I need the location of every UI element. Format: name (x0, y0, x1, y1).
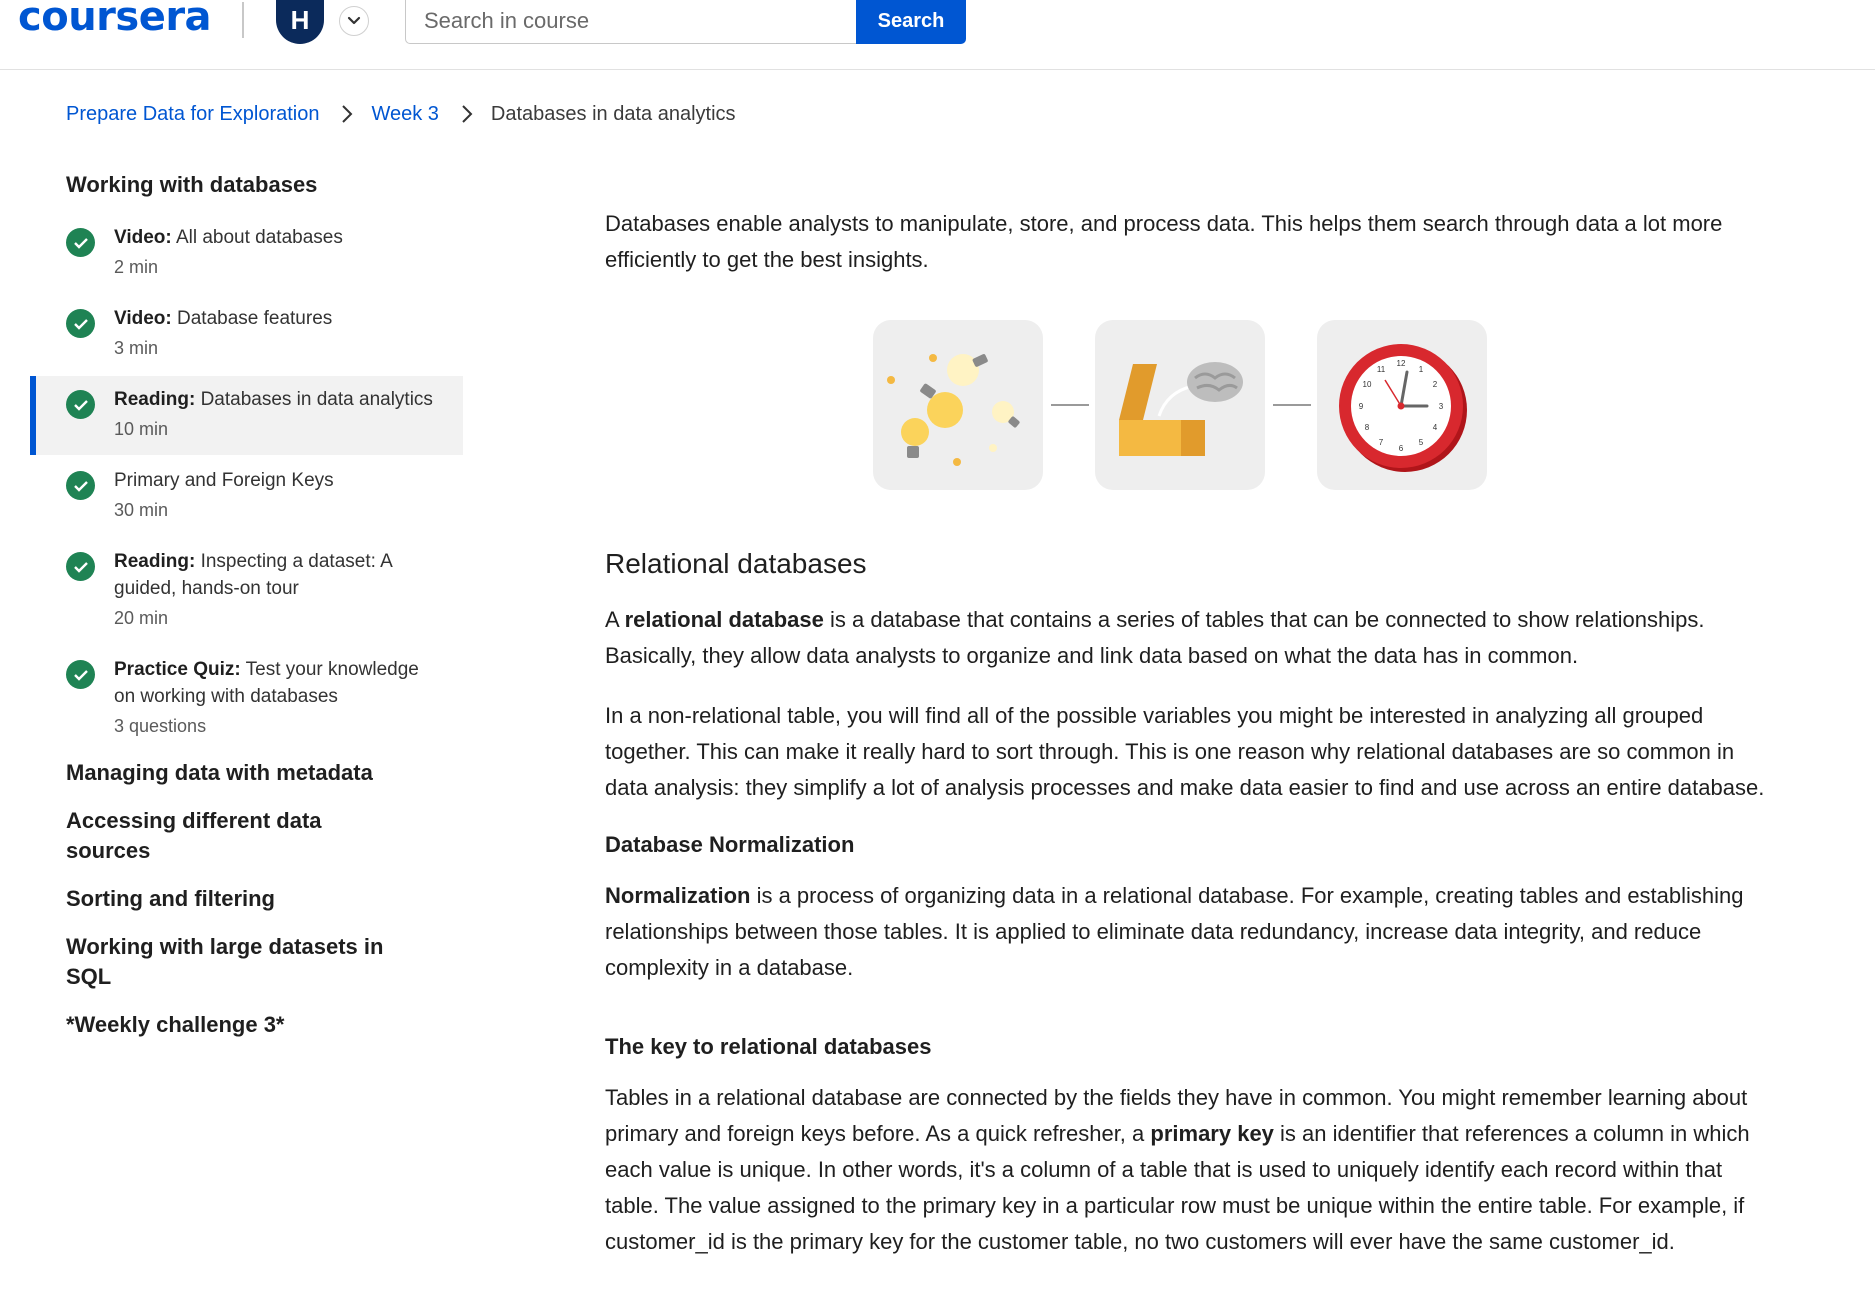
svg-text:5: 5 (1418, 438, 1424, 447)
svg-text:8: 8 (1364, 423, 1370, 432)
svg-text:9: 9 (1358, 402, 1364, 411)
illustration-strip (873, 320, 1780, 490)
item-title: Primary and Foreign Keys (114, 470, 334, 491)
item-question-count: 3 questions (114, 716, 207, 736)
item-duration: 20 min (114, 608, 169, 628)
item-type-label: Reading: (114, 389, 196, 410)
item-duration: 2 min (114, 257, 159, 277)
svg-text:2: 2 (1432, 380, 1438, 389)
section-heading-relational-databases: Relational databases (605, 548, 867, 579)
normalization-paragraph: Normalization is a process of organizing data in a relational database. For example, creating tables and establishing relationships between those tables. It is applied to eliminate data redundancy, increase data integrity, and reduce complexity in a database. (605, 883, 1744, 980)
item-title: Test your knowledge on working with databases (114, 659, 419, 707)
sidebar-item-all-about-databases[interactable] (30, 214, 463, 293)
module-title-managing-data-with-metadata[interactable]: Managing data with metadata (66, 760, 373, 785)
search-button[interactable]: Search (856, 0, 966, 44)
non-relational-paragraph: In a non-relational table, you will find all of the possible variables you might be interested in analyzing all grouped together. This can make it really hard to sort through. This is one reason why relational databases are so common in data analysis: they simplify a lot of analysis processes and make data easier to find and use across an entire database. (605, 703, 1765, 800)
user-avatar[interactable]: H (276, 0, 324, 44)
module-title-working-with-databases[interactable]: Working with databases (66, 172, 318, 197)
svg-text:4: 4 (1432, 423, 1438, 432)
completed-check-icon (66, 309, 95, 338)
module-title-large-datasets-sql[interactable]: Working with large datasets in SQL (66, 934, 384, 989)
connector-line (1051, 404, 1089, 406)
module-title-weekly-challenge[interactable]: *Weekly challenge 3* (66, 1012, 285, 1037)
sidebar-item-inspecting-a-dataset[interactable] (30, 538, 463, 644)
completed-check-icon (66, 552, 95, 581)
item-type-label: Practice Quiz: (114, 659, 241, 680)
svg-text:7: 7 (1378, 438, 1384, 447)
chevron-down-icon (347, 16, 361, 26)
item-title: Databases in data analytics (200, 389, 433, 410)
item-duration: 3 min (114, 338, 159, 358)
intro-paragraph: Databases enable analysts to manipulate, store, and process data. This helps them search through data a lot more efficiently to get the best insights. (605, 211, 1723, 272)
item-title: All about databases (175, 227, 343, 248)
term-normalization: Normalization (605, 883, 751, 908)
item-title: Inspecting a dataset: A guided, hands-on tour (114, 551, 392, 599)
svg-text:6: 6 (1398, 444, 1404, 453)
connector-line (1273, 404, 1311, 406)
item-type-label: Video: (114, 308, 172, 329)
module-title-accessing-data-sources[interactable]: Accessing different data sources (66, 808, 322, 863)
item-title: Database features (177, 308, 333, 329)
svg-text:3: 3 (1438, 402, 1444, 411)
module-title-sorting-and-filtering[interactable]: Sorting and filtering (66, 886, 275, 911)
subheading-key-to-relational-databases: The key to relational databases (605, 1034, 932, 1059)
subheading-database-normalization: Database Normalization (605, 832, 855, 857)
chevron-right-icon (341, 104, 353, 124)
svg-text:12: 12 (1396, 359, 1406, 368)
svg-text:11: 11 (1376, 365, 1386, 374)
completed-check-icon (66, 390, 95, 419)
item-type-label: Reading: (114, 551, 196, 572)
breadcrumb-current-page: Databases in data analytics (490, 102, 736, 125)
breadcrumb-week-link[interactable]: Week 3 (371, 102, 439, 125)
completed-check-icon (66, 660, 95, 689)
course-outline-sidebar (30, 170, 463, 1040)
header-divider (242, 2, 244, 38)
item-duration: 30 min (114, 500, 169, 520)
sidebar-item-primary-and-foreign-keys[interactable] (30, 457, 463, 536)
term-relational-database: relational database (624, 607, 824, 632)
primary-key-paragraph: Tables in a relational database are connected by the fields they have in common. You might remember learning about primary and foreign keys before. As a quick refresher, a primary key is an identifier that references a column in which each value is unique. In other words, it's a column of a table that is used to uniquely identify each record within that table. The value assigned to the primary key in a particular row must be unique within the entire table. For example, if customer_id is the primary key for the customer table, no two customers will ever have the same customer_id. (605, 1085, 1750, 1254)
completed-check-icon (66, 228, 95, 257)
course-search-input[interactable] (405, 0, 857, 44)
sidebar-item-databases-in-data-analytics[interactable] (30, 376, 463, 455)
breadcrumb (66, 100, 736, 128)
svg-text:1: 1 (1418, 365, 1424, 374)
svg-text:10: 10 (1362, 380, 1372, 389)
sidebar-item-database-features[interactable] (30, 295, 463, 374)
coursera-logo[interactable]: coursera (18, 0, 212, 40)
relational-database-paragraph: A relational database is a database that contains a series of tables that can be connected to show relationships. Basically, they allow data analysts to organize and link data based on what the data has in common. (605, 607, 1705, 668)
term-primary-key: primary key (1150, 1121, 1274, 1146)
account-dropdown-button[interactable] (339, 6, 369, 36)
item-duration: 10 min (114, 419, 169, 439)
breadcrumb-course-link[interactable]: Prepare Data for Exploration (66, 102, 320, 125)
sidebar-item-practice-quiz[interactable] (30, 646, 463, 752)
reading-content (605, 206, 1780, 1284)
lightbulbs-icon (873, 320, 1043, 490)
chevron-right-icon (461, 104, 473, 124)
completed-check-icon (66, 471, 95, 500)
top-header (0, 0, 1875, 70)
brain-box-icon (1095, 320, 1265, 490)
clock-icon (1317, 320, 1487, 490)
item-type-label: Video: (114, 227, 172, 248)
